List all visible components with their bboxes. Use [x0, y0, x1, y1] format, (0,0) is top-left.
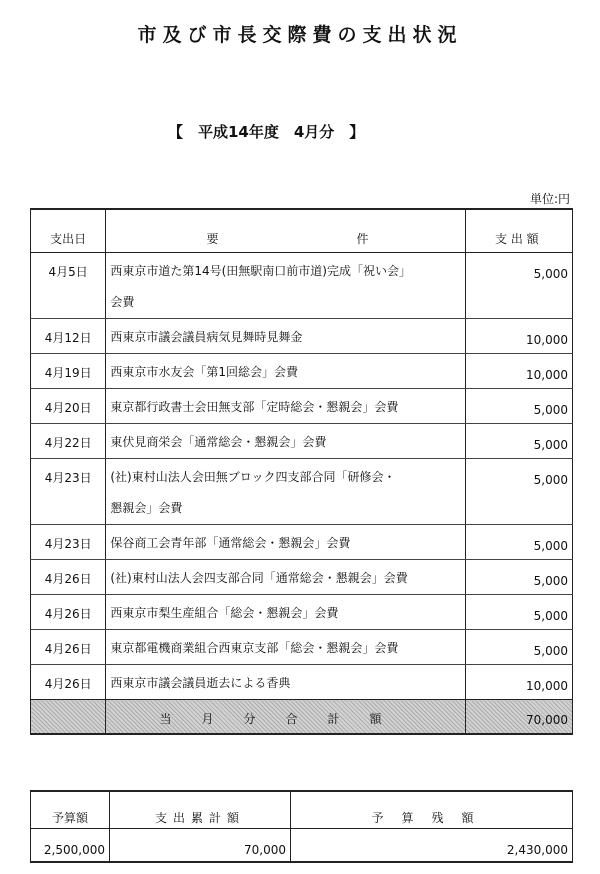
row-amount-text: 5,000 — [533, 438, 568, 452]
row-amount — [465, 354, 572, 389]
row-description — [106, 459, 465, 525]
row-description — [106, 525, 465, 560]
row-amount — [465, 595, 572, 630]
row-description-line: 保谷商工会青年部「通常総会・懇親会」会費 — [110, 536, 351, 550]
table-row — [31, 319, 573, 354]
budget-header-budget: 予算額 — [31, 791, 110, 829]
row-date — [31, 389, 106, 424]
row-amount — [465, 630, 572, 665]
row-amount — [465, 459, 572, 525]
header-desc-right: 件 — [356, 231, 369, 246]
row-amount-text: 5,000 — [533, 609, 568, 623]
row-amount — [465, 389, 572, 424]
total-label: 当月分合計額 — [106, 700, 465, 735]
row-amount — [465, 319, 572, 354]
row-date — [31, 354, 106, 389]
row-description-line: 西東京市議会議員逝去による香典 — [110, 676, 291, 690]
row-date — [31, 595, 106, 630]
row-date-text: 4月23日 — [44, 537, 92, 551]
row-date — [31, 459, 106, 525]
row-amount-text: 5,000 — [533, 574, 568, 588]
row-date-text: 4月26日 — [44, 677, 92, 691]
row-date-text: 4月23日 — [44, 471, 92, 485]
row-amount-text: 10,000 — [526, 368, 568, 382]
budget-value-remaining: 2,430,000 — [291, 829, 573, 863]
row-date — [31, 665, 106, 700]
row-date — [31, 560, 106, 595]
row-date — [31, 424, 106, 459]
header-desc-left: 要 — [206, 231, 219, 246]
row-amount-text: 5,000 — [533, 473, 568, 487]
row-date — [31, 630, 106, 665]
expense-table — [30, 208, 573, 735]
budget-header-row — [31, 791, 573, 829]
table-row — [31, 354, 573, 389]
row-date — [31, 525, 106, 560]
row-amount — [465, 665, 572, 700]
row-date-text: 4月12日 — [44, 331, 92, 345]
row-description-line: 東京都電機商業組合西東京支部「総会・懇親会」会費 — [110, 641, 399, 655]
row-date — [31, 319, 106, 354]
budget-value-cumulative: 70,000 — [110, 829, 291, 863]
row-amount-text: 5,000 — [533, 403, 568, 417]
period-subtitle: 【 平成14年度 4月分 】 — [168, 123, 365, 141]
table-row — [31, 595, 573, 630]
row-amount-text: 5,000 — [533, 267, 568, 281]
row-description-line: 西東京市議会議員病気見舞時見舞金 — [110, 330, 303, 344]
row-amount-text: 5,000 — [533, 644, 568, 658]
row-date-text: 4月26日 — [44, 642, 92, 656]
budget-value-row — [31, 829, 573, 863]
document-title: 市及び市長交際費の支出状況 — [137, 24, 463, 46]
row-description-line: 西東京市道た第14号(田無駅南口前市道)完成「祝い会」 — [110, 264, 411, 278]
row-amount-text: 10,000 — [526, 679, 568, 693]
header-amount: 支 出 額 — [465, 209, 572, 253]
row-amount — [465, 525, 572, 560]
row-description-line: 西東京市水友会「第1回総会」会費 — [110, 365, 298, 379]
table-row — [31, 253, 573, 319]
table-row — [31, 424, 573, 459]
row-amount — [465, 253, 572, 319]
table-row — [31, 459, 573, 525]
row-description — [106, 595, 465, 630]
row-amount — [465, 424, 572, 459]
row-amount-text: 10,000 — [526, 333, 568, 347]
row-description — [106, 424, 465, 459]
row-date-text: 4月20日 — [44, 401, 92, 415]
row-description — [106, 630, 465, 665]
table-header-row — [31, 209, 573, 253]
row-description — [106, 354, 465, 389]
row-description-line: 会費 — [110, 295, 135, 309]
row-date-text: 4月22日 — [44, 436, 92, 450]
table-row — [31, 630, 573, 665]
header-description — [106, 209, 465, 253]
row-description-line: 西東京市梨生産組合「総会・懇親会」会費 — [110, 606, 339, 620]
row-description — [106, 319, 465, 354]
budget-header-remaining: 予算残額 — [291, 791, 573, 829]
row-date-text: 4月26日 — [44, 572, 92, 586]
table-row — [31, 665, 573, 700]
row-amount-text: 5,000 — [533, 539, 568, 553]
row-date-text: 4月19日 — [44, 366, 92, 380]
budget-header-cumulative: 支出累計額 — [110, 791, 291, 829]
table-row — [31, 389, 573, 424]
row-description-line: 東伏見商栄会「通常総会・懇親会」会費 — [110, 435, 327, 449]
row-date-text: 4月5日 — [48, 265, 88, 279]
row-description-line: (社)東村山法人会田無ブロック四支部合同「研修会・ — [110, 470, 396, 484]
total-row — [31, 700, 573, 735]
table-row — [31, 560, 573, 595]
row-description — [106, 560, 465, 595]
row-description-line: 懇親会」会費 — [110, 501, 183, 515]
row-description-line: (社)東村山法人会四支部合同「通常総会・懇親会」会費 — [110, 571, 408, 585]
unit-label: 単位:円 — [529, 192, 570, 206]
table-row — [31, 525, 573, 560]
row-description — [106, 389, 465, 424]
row-description — [106, 253, 465, 319]
total-amount: 70,000 — [465, 700, 572, 735]
row-date-text: 4月26日 — [44, 607, 92, 621]
row-description — [106, 665, 465, 700]
total-date-cell — [31, 700, 106, 735]
row-description-line: 東京都行政書士会田無支部「定時総会・懇親会」会費 — [110, 400, 399, 414]
budget-table — [30, 790, 573, 863]
row-date — [31, 253, 106, 319]
budget-value-budget: 2,500,000 — [31, 829, 110, 863]
row-amount — [465, 560, 572, 595]
header-date: 支出日 — [31, 209, 106, 253]
